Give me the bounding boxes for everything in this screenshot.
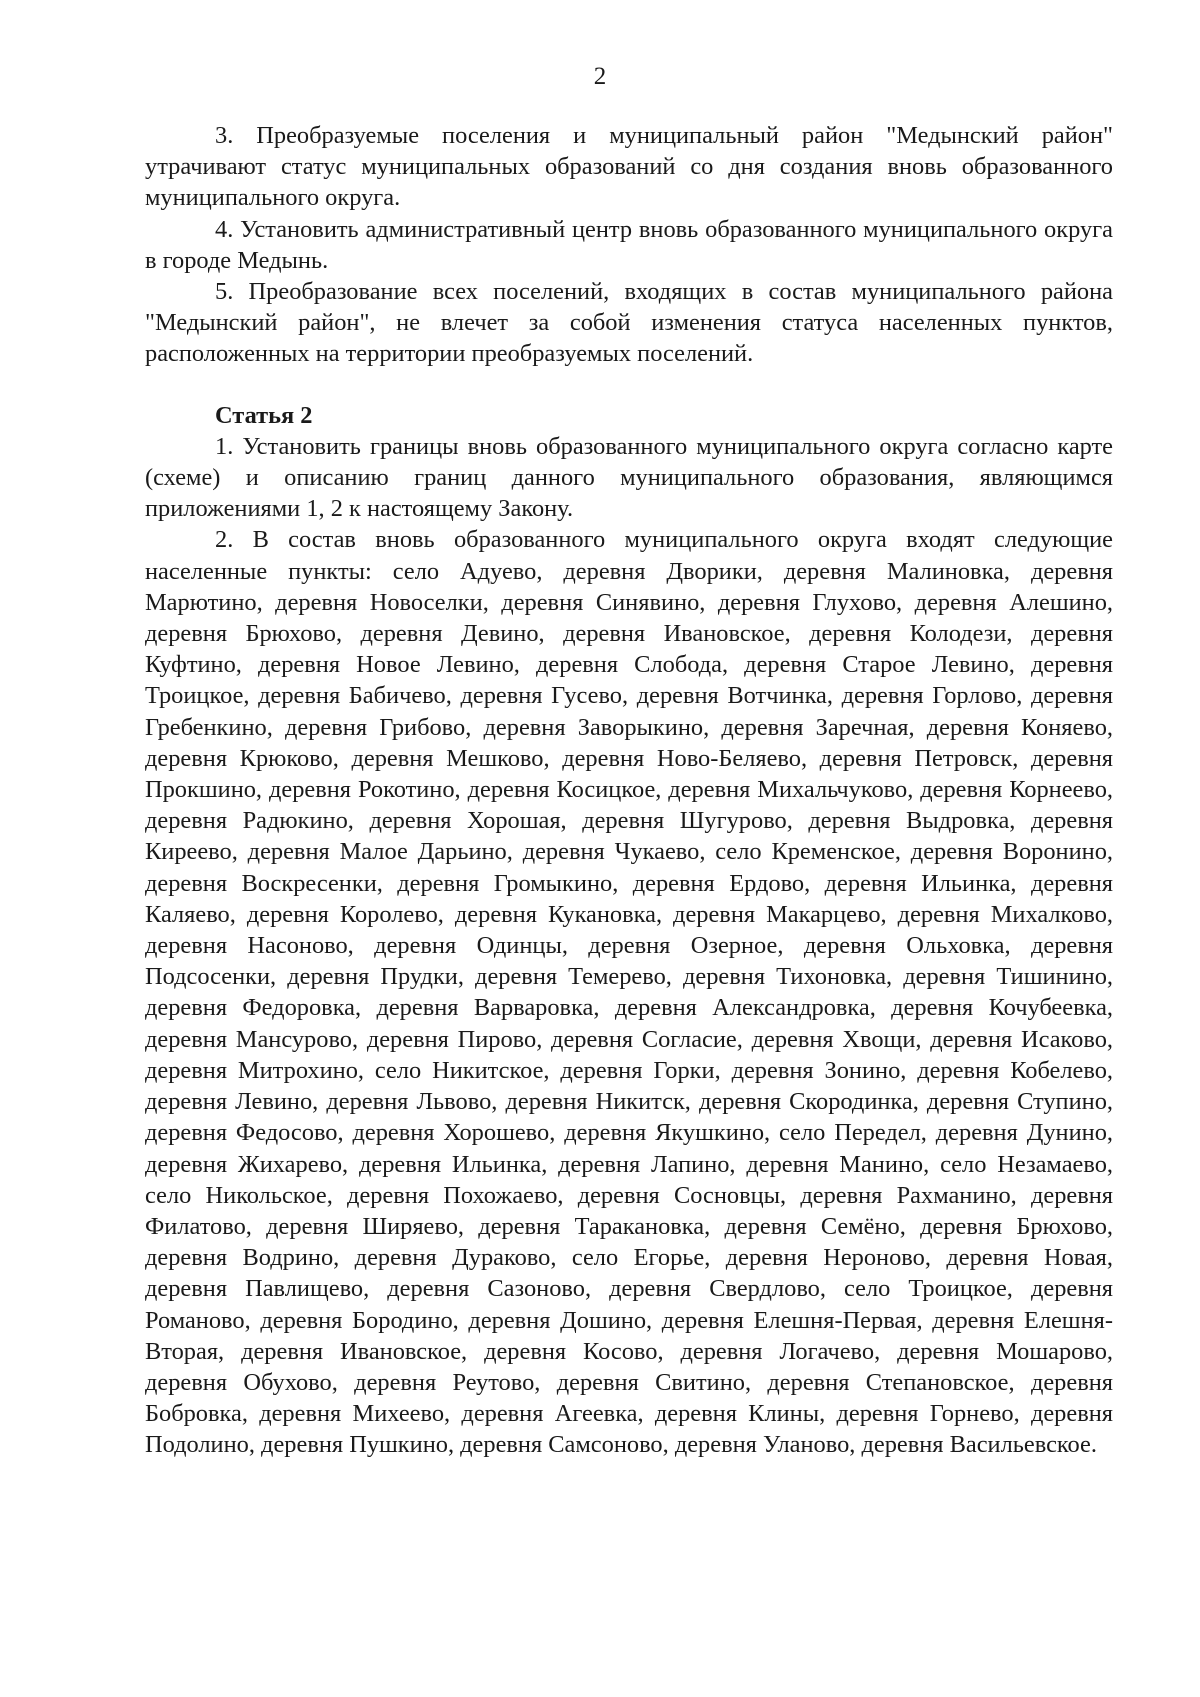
article-2-heading: Статья 2: [215, 401, 313, 429]
document-body: [145, 120, 1113, 1461]
paragraph-5-settlement-status: 5. Преобразование всех поселений, входящих в состав муниципального района "Медынский район", не влечет за собой изменения статуса населенных пунктов, расположенных на территории преобразуемых поселений.: [145, 278, 1113, 368]
paragraph-4-admin-center: 4. Установить административный центр вновь образованного муниципального округа в городе Медынь.: [145, 215, 1113, 274]
article-2-paragraph-1-boundaries: 1. Установить границы вновь образованного муниципального округа согласно карте (схеме) и описанию границ данного муниципального образования, являющимся приложениями 1, 2 к настоящему Закону.: [145, 432, 1113, 523]
paragraph-3-status-loss: 3. Преобразуемые поселения и муниципальный район "Медынский район" утрачивают статус муниципальных образований со дня создания вновь образованного муниципального округа.: [145, 122, 1113, 212]
article-2-paragraph-2-settlements: 2. В состав вновь образованного муниципального округа входят следующие населенные пункты: село Адуево, деревня Дворики, деревня Малиновка, деревня Марютино, деревня Новоселки, деревня Синявино, деревня Глухово, деревня Алешино, деревня Брюхово, деревня Девино, деревня Ивановское, деревня Колодези, деревня Куфтино, деревня Новое Левино, деревня Слобода, деревня Старое Левино, деревня Троицкое, деревня Бабичево, деревня Гусево, деревня Вотчинка, деревня Горлово, деревня Гребенкино, деревня Грибово, деревня Заворыкино, деревня Заречная, деревня Коняево, деревня Крюково, деревня Мешково, деревня Ново-Беляево, деревня Петровск, деревня Прокшино, деревня Рокотино, деревня Косицкое, деревня Михальчуково, деревня Корнеево, деревня Радюкино, деревня Хорошая, деревня Шугурово, деревня Выдровка, деревня Киреево, деревня Малое Дарьино, деревня Чукаево, село Кременское, деревня Воронино, деревня Воскресенки, деревня Громыкино, деревня Ердово, деревня Ильинка, деревня Каляево, деревня Королево, деревня Кукановка, деревня Макарцево, деревня Михалково, деревня Насоново, деревня Одинцы, деревня Озерное, деревня Ольховка, деревня Подсосенки, деревня Прудки, деревня Темерево, деревня Тихоновка, деревня Тишинино, деревня Федоровка, деревня Варваровка, деревня Александровка, деревня Кочубеевка, деревня Мансурово, деревня Пирово, деревня Согласие, деревня Хвощи, деревня Исаково, деревня Митрохино, село Никитское, деревня Горки, деревня Зонино, деревня Кобелево, деревня Левино, деревня Львово, деревня Никитск, деревня Скородинка, деревня Ступино, деревня Федосово, деревня Хорошево, деревня Якушкино, село Передел, деревня Дунино, деревня Жихарево, деревня Ильинка, деревня Лапино, деревня Манино, село Незамаево, село Никольское, деревня Похожаево, деревня Сосновцы, деревня Рахманино, деревня Филатово, деревня Ширяево, деревня Таракановка, деревня Семёно, деревня Брюхово, деревня Водрино, деревня Дураково, село Егорье, деревня Нероново, деревня Новая, деревня Павлищево, деревня Сазоново, деревня Свердлово, село Троицкое, деревня Романово, деревня Бородино, деревня Дошино, деревня Елешня-Первая, деревня Елешня-Вторая, деревня Ивановское, деревня Косово, деревня Логачево, деревня Мошарово, деревня Обухово, деревня Реутово, деревня Свитино, деревня Степановское, деревня Бобровка, деревня Михеево, деревня Агеевка, деревня Клины, деревня Горнево, деревня Подолино, деревня Пушкино, деревня Самсоново, деревня Уланово, деревня Васильевское.: [145, 526, 1113, 1459]
page-number: 2: [593, 63, 607, 90]
